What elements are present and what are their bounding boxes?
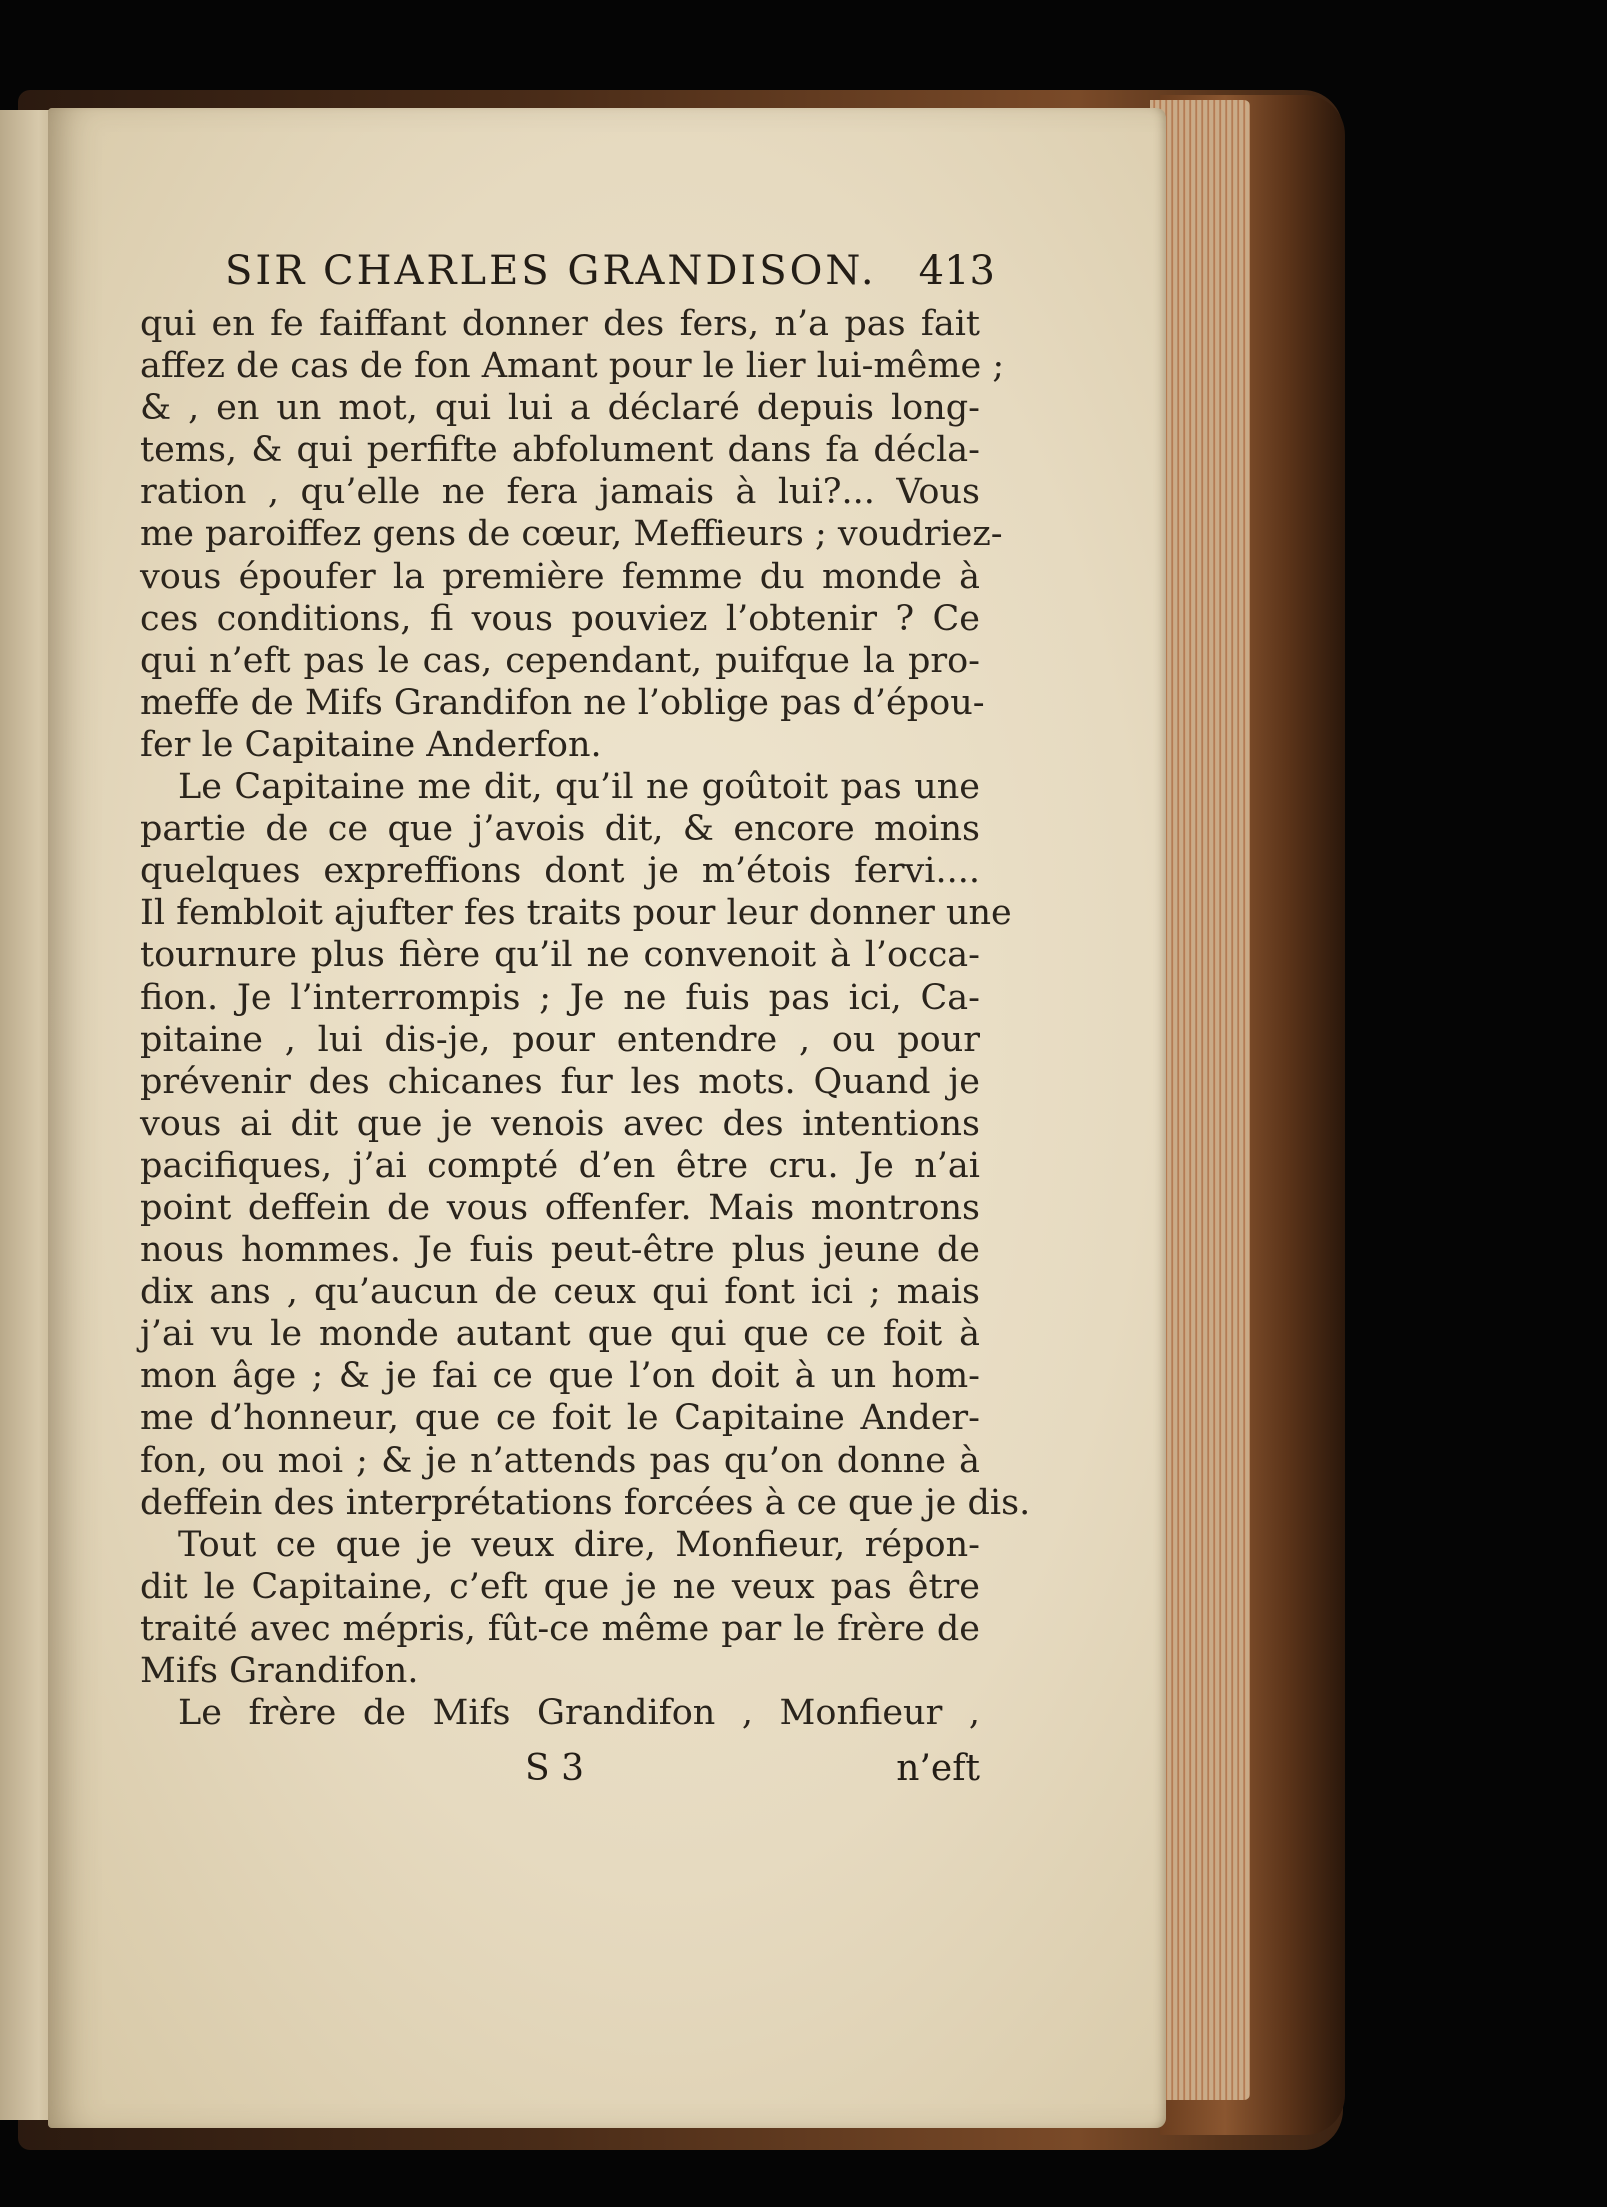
text-line: Tout ce que je veux dire, Monfieur, répon- — [178, 1524, 980, 1565]
text-line: qui n’eft pas le cas, cependant, puifque la pro- — [140, 640, 980, 681]
text-block — [140, 303, 1031, 1734]
text-line: Mifs Grandifon. — [140, 1651, 419, 1691]
text-line: me d’honneur, que ce foit le Capitaine Ander- — [140, 1398, 980, 1439]
text-line: Le frère de Mifs Grandifon , Monfieur , — [178, 1693, 980, 1734]
text-line: prévenir des chicanes fur les mots. Quand je — [140, 1061, 980, 1102]
text-line: pacifiques, j’ai compté d’en être cru. Je n’ai — [140, 1145, 980, 1186]
text-line: me paroiffez gens de cœur, Meffieurs ; voudriez- — [140, 514, 1003, 555]
text-line: ces conditions, fi vous pouviez l’obtenir ? Ce — [140, 598, 980, 639]
text-line: partie de ce que j’avois dit, & encore moins — [140, 809, 980, 850]
text-line: qui en fe faiffant donner des fers, n’a pas fait — [140, 304, 980, 344]
text-line: vous époufer la première femme du monde à — [140, 556, 980, 597]
text-line: j’ai vu le monde autant que qui que ce foit à — [140, 1314, 980, 1355]
running-head: SIR CHARLES GRANDISON. — [225, 248, 877, 294]
text-line: fon, ou moi ; & je n’attends pas qu’on donne à — [140, 1440, 980, 1481]
page-footer — [525, 1748, 980, 1798]
text-line: quelques expreffions dont je m’étois fervi.... — [140, 851, 980, 892]
page-number: 413 — [918, 248, 995, 294]
text-line: mon âge ; & je fai ce que l’on doit à un hom- — [140, 1356, 980, 1397]
text-line: pitaine , lui dis-je, pour entendre , ou pour — [140, 1019, 980, 1060]
text-line: ration , qu’elle ne fera jamais à lui?... Vous — [140, 472, 980, 513]
signature-mark: S 3 — [525, 1748, 585, 1789]
text-line: & , en un mot, qui lui a déclaré depuis long- — [140, 388, 980, 429]
text-line: dit le Capitaine, c’eft que je ne veux pas être — [140, 1566, 980, 1607]
text-line: point deffein de vous offenfer. Mais montrons — [140, 1187, 980, 1228]
text-line: nous hommes. Je fuis peut-être plus jeune de — [140, 1230, 980, 1271]
text-line: fion. Je l’interrompis ; Je ne fuis pas ici, Ca- — [140, 977, 980, 1018]
text-line: affez de cas de fon Amant pour le lier lui-même ; — [140, 346, 1005, 387]
text-line: meffe de Mifs Grandifon ne l’oblige pas d’épou- — [140, 682, 985, 723]
page-header — [225, 248, 995, 300]
text-line: Il fembloit ajufter fes traits pour leur donner une — [140, 893, 1012, 934]
text-line: fer le Capitaine Anderfon. — [140, 724, 602, 765]
text-line: tournure plus fière qu’il ne convenoit à l’occa- — [140, 935, 980, 976]
text-line: dix ans , qu’aucun de ceux qui font ici ; mais — [140, 1272, 980, 1313]
catchword: n’eft — [896, 1748, 980, 1789]
text-line: tems, & qui perfifte abfolument dans fa décla- — [140, 430, 980, 471]
text-line: deffein des interprétations forcées à ce que je dis. — [140, 1482, 1031, 1523]
text-line: Le Capitaine me dit, qu’il ne goûtoit pas une — [178, 767, 980, 808]
text-line: vous ai dit que je venois avec des intentions — [140, 1103, 980, 1144]
text-line: traité avec mépris, fût-ce même par le frère de — [140, 1608, 980, 1649]
